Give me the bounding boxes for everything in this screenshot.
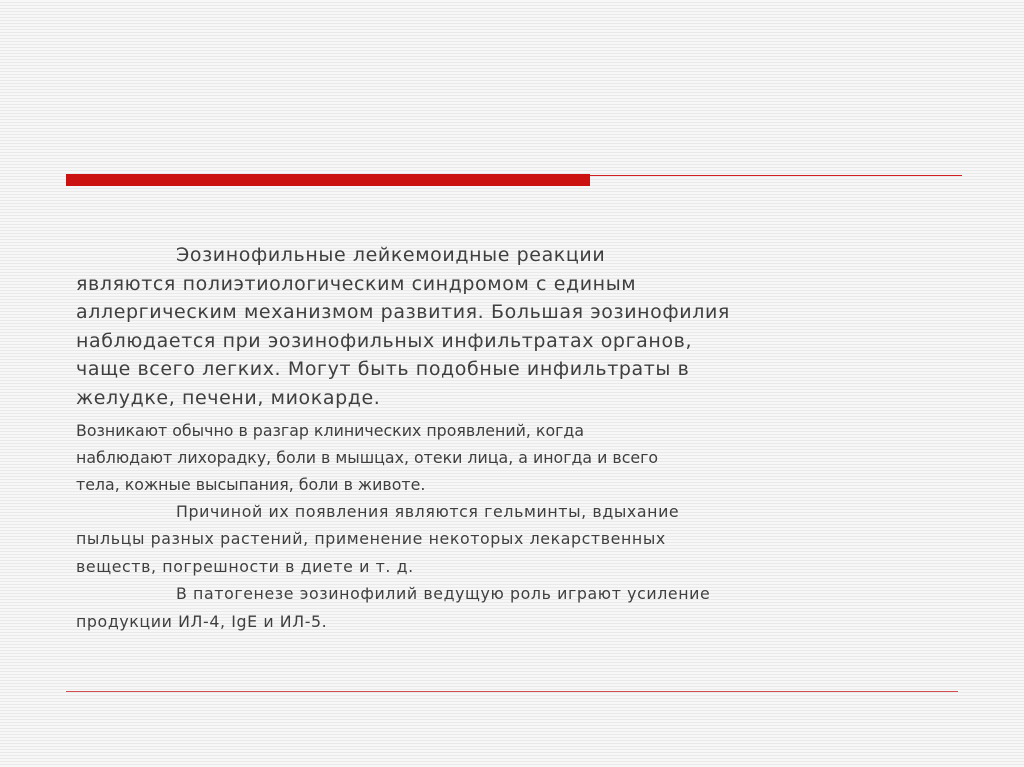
paragraph-1-line-2: являются полиэтиологическим синдромом с единым <box>76 272 637 295</box>
paragraph-4-line-1: В патогенезе эозинофилий ведущую роль играют усиление <box>176 584 711 604</box>
paragraph-1-line-1: Эозинофильные лейкемоидные реакции <box>176 244 606 266</box>
paragraph-1-line-4: наблюдается при эозинофильных инфильтратах органов, <box>76 329 693 352</box>
paragraph-2-line-1: Возникают обычно в разгар клинических проявлений, когда <box>76 420 585 440</box>
paragraph-3-line-3: веществ, погрешности в диете и т. д. <box>76 556 414 576</box>
paragraph-3-line-1: Причиной их появления являются гельминты, вдыхание <box>176 501 680 521</box>
paragraph-3-line-2: пыльцы разных растений, применение некоторых лекарственных <box>76 529 666 549</box>
title-accent-line <box>590 175 962 176</box>
paragraph-3 <box>76 498 876 581</box>
paragraph-2-line-2: наблюдают лихорадку, боли в мышцах, отеки лица, а иногда и всего <box>76 447 659 467</box>
paragraph-2-line-3: тела, кожные высыпания, боли в животе. <box>76 474 426 494</box>
footer-divider <box>66 691 958 692</box>
paragraph-4-line-2: продукции ИЛ-4, IgE и ИЛ-5. <box>76 611 328 631</box>
slide-body <box>76 241 876 635</box>
paragraph-1-line-6: желудке, печени, миокарде. <box>76 386 381 409</box>
paragraph-1-line-5: чаще всего легких. Могут быть подобные инфильтраты в <box>76 358 690 381</box>
paragraph-1 <box>76 241 876 413</box>
title-accent-bar <box>66 174 590 186</box>
paragraph-4 <box>76 580 876 635</box>
paragraph-2 <box>76 417 876 498</box>
paragraph-1-line-3: аллергическим механизмом развития. Большая эозинофилия <box>76 301 730 324</box>
